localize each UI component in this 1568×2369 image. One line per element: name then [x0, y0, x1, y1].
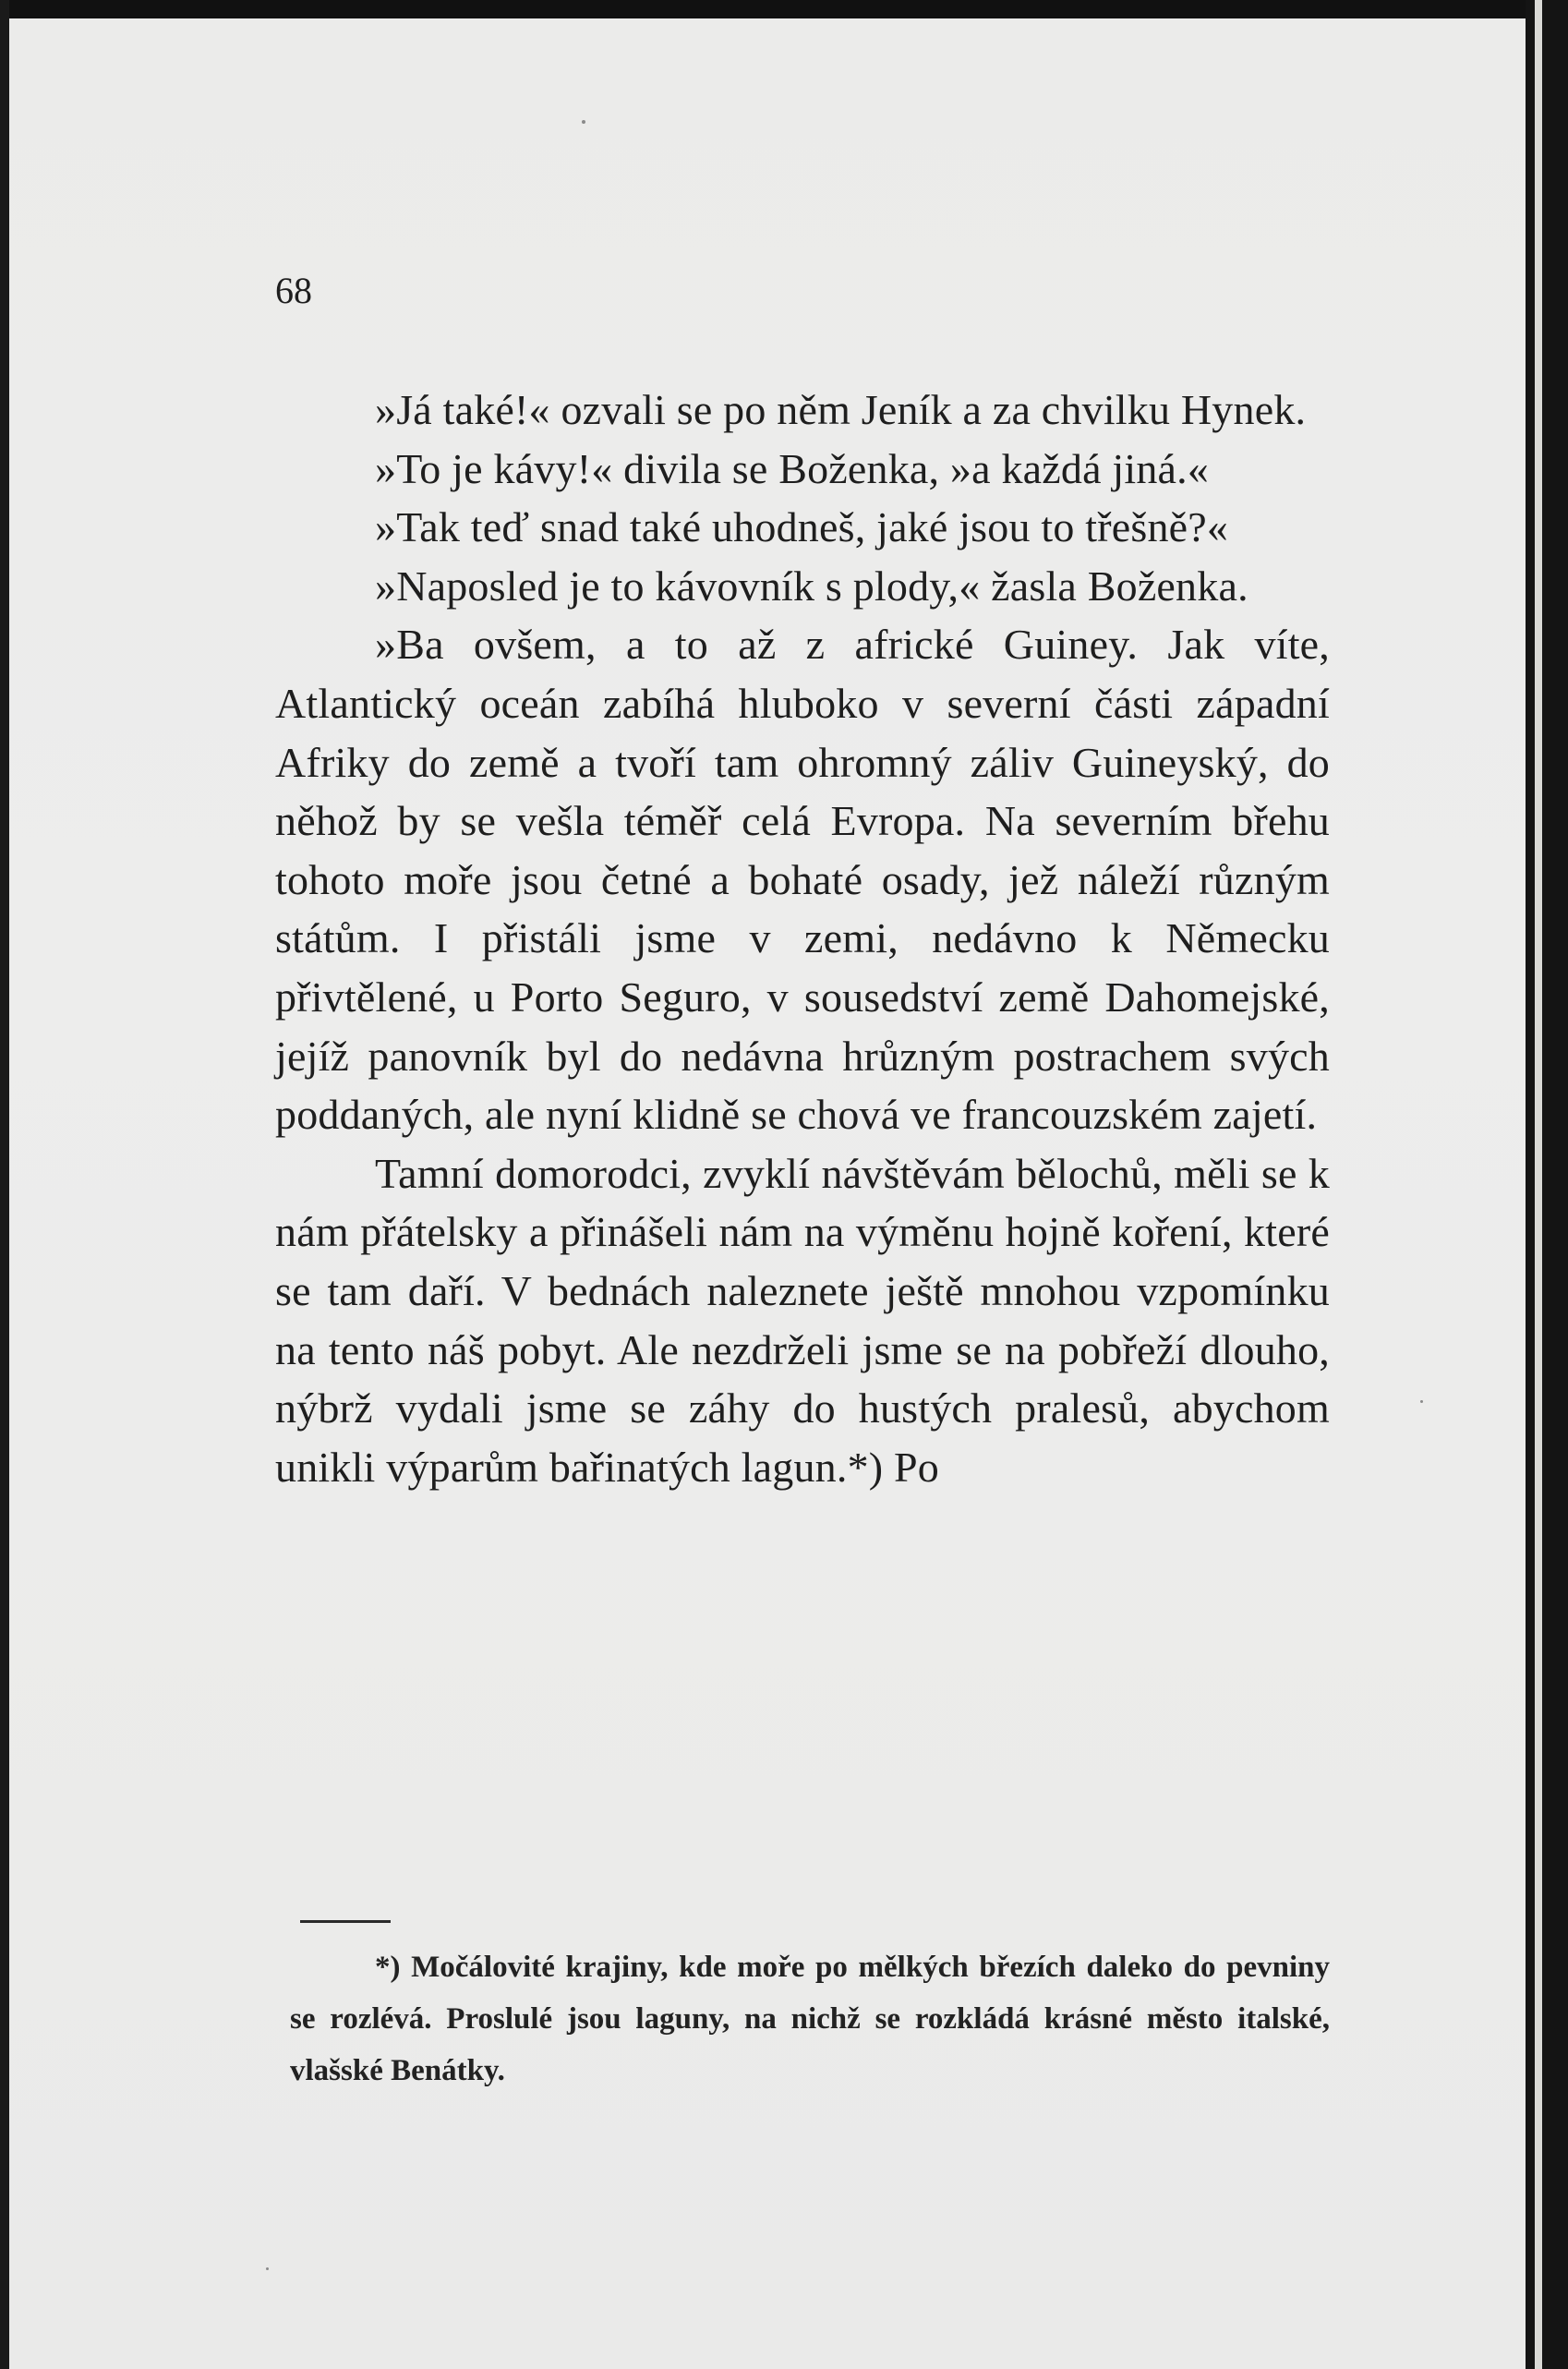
paragraph: Tamní domorodci, zvyklí návštěvám bělochů, měli se k nám přátelsky a přinášeli nám na výměnu hojně koření, které se tam daří. V bednách naleznete ještě mnohou vzpomínku na tento náš pobyt. Ale nezdrželi jsme se na pobřeží dlouho, nýbrž vydali jsme se záhy do hustých pralesů, abychom unikli výparům bařinatých lagun.*) Po	[275, 1149, 1330, 1491]
paragraph: »Já také!« ozvali se po něm Jeník a za chvilku Hynek.	[375, 386, 1307, 433]
body-text	[275, 381, 1330, 1496]
scan-speck	[1420, 1400, 1423, 1403]
scan-border-left	[0, 0, 9, 2369]
paragraph: »To je kávy!« divila se Boženka, »a každá jiná.«	[375, 444, 1210, 492]
scan-speck	[582, 120, 585, 124]
scan-speck	[266, 2267, 269, 2270]
footnote: *) Močálovité krajiny, kde moře po mělkých březích daleko do pevniny se rozlévá. Proslulé jsou laguny, na nichž se rozkládá krásné město italské, vlašské Benátky.	[290, 1951, 1330, 2087]
footnote-divider	[300, 1920, 391, 1923]
next-page-edge	[1535, 0, 1542, 2369]
scan-border-right	[1526, 0, 1568, 2369]
scan-border-top	[0, 0, 1568, 18]
page-number: 68	[275, 270, 312, 311]
paragraph: »Ba ovšem, a to až z africké Guiney. Jak víte, Atlantický oceán zabíhá hluboko v severní části západní Afriky do země a tvoří tam ohromný záliv Guineyský, do něhož by se vešla téměř celá Evropa. Na severním břehu tohoto moře jsou četné a bohaté osady, jež náleží různým státům. I přistáli jsme v zemi, nedávno k Německu přivtělené, u Porto Seguro, v sousedství země Dahomejské, jejíž panovník byl do nedávna hrůzným postrachem svých poddaných, ale nyní klidně se chová ve francouzském zajetí.	[275, 621, 1330, 1139]
paragraph: »Tak teď snad také uhodneš, jaké jsou to třešně?«	[375, 503, 1229, 551]
paragraph: »Naposled je to kávovník s plody,« žasla Boženka.	[375, 562, 1248, 610]
